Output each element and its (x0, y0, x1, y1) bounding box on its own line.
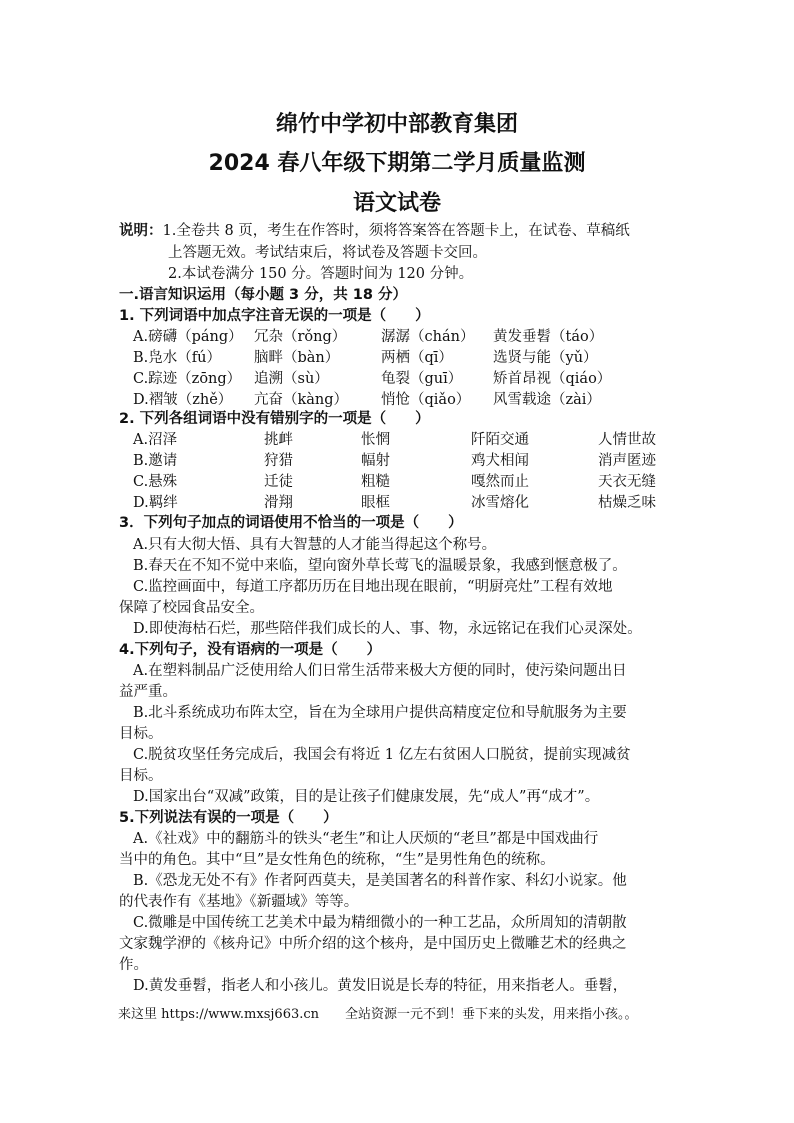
question-2-option-1-2: 挑衅 (264, 432, 293, 448)
instructions-line-2: 上答题无效。考试结束后，将试卷及答题卡交回。 (168, 245, 487, 261)
question-1-option-3-2: 追溯（sù） (254, 371, 329, 387)
question-5-stem: 5.下列说法有误的一项是（ ） (119, 810, 338, 826)
question-4-option-c: C.脱贫攻坚任务完成后，我国会有将近 1 亿左右贫困人口脱贫，提前实现减贫 (133, 747, 631, 763)
question-3-option-d: D.即使海枯石烂，那些陪伴我们成长的人、事、物，永远铭记在我们心灵深处。 (133, 621, 642, 637)
question-2-option-4-1: D.羁绊 (133, 495, 178, 511)
question-3-option-c: C.监控画面中，每道工序都历历在目地出现在眼前，“明厨亮灶”工程有效地 (133, 579, 613, 595)
subject-title: 语文试卷 (352, 191, 441, 216)
question-1-option-2-2: 脑畔（bàn） (254, 350, 340, 366)
question-1-option-4-4: 风雪载途（zài） (493, 392, 601, 408)
question-4-option-b-cont: 目标。 (119, 726, 163, 742)
page-footer: 来这里 https://www.mxsj663.cn 全站资源一元不到！垂下来的头发，用来指小孩。。 (118, 1007, 638, 1022)
question-1-option-4-1: D.褶皱（zhě） (133, 392, 233, 408)
question-2-option-1-4: 阡陌交通 (471, 432, 529, 448)
question-3-option-a: A.只有大彻大悟、具有大智慧的人才能当得起这个称号。 (133, 537, 497, 553)
section-heading: 一.语言知识运用（每小题 3 分，共 18 分） (119, 287, 407, 303)
question-2-option-3-2: 迁徒 (264, 474, 293, 490)
question-5-option-d: D.黄发垂髫，指老人和小孩儿。黄发旧说是长寿的特征，用来指老人。垂髫， (133, 978, 628, 994)
question-2-option-2-4: 鸡犬相闻 (471, 453, 529, 469)
question-2-option-2-3: 幅射 (361, 453, 390, 469)
question-2-stem: 2. 下列各组词语中没有错别字的一项是（ ） (119, 411, 430, 427)
question-1-option-4-3: 悄怆（qiǎo） (381, 392, 471, 408)
question-2-option-4-4: 冰雪熔化 (471, 495, 529, 511)
question-4-option-a: A.在塑料制品广泛使用给人们日常生活带来极大方便的同时，使污染问题出日 (133, 663, 627, 679)
question-3-stem: 3．下列句子加点的词语使用不恰当的一项是（ ） (119, 515, 463, 531)
question-1-option-2-4: 选贤与能（yǔ） (493, 350, 598, 366)
question-2-option-2-5: 消声匿迹 (598, 453, 656, 469)
question-1-option-3-3: 龟裂（guī） (381, 371, 463, 387)
question-1-option-3-1: C.踪迹（zōng） (133, 371, 242, 387)
question-3-option-c-cont: 保障了校园食品安全。 (119, 600, 264, 616)
question-3-option-b: B.春天在不知不觉中来临，望向窗外草长莺飞的温暖景象，我感到惬意极了。 (133, 558, 627, 574)
question-2-option-3-4: 嘎然而止 (471, 474, 529, 490)
question-1-option-1-2: 冗杂（rǒng） (254, 329, 347, 345)
question-1-stem: 1. 下列词语中加点字注音无误的一项是（ ） (119, 308, 430, 324)
question-5-option-a-cont: 当中的角色。其中“旦”是女性角色的统称，“生”是男性角色的统称。 (119, 852, 555, 868)
question-2-option-2-2: 狩猎 (264, 453, 293, 469)
question-2-option-3-3: 粗糙 (361, 474, 390, 490)
question-1-option-1-4: 黄发垂髫（táo） (493, 329, 604, 345)
question-2-option-3-5: 天衣无缝 (598, 474, 656, 490)
question-2-option-1-5: 人情世故 (598, 432, 656, 448)
question-4-option-b: B.北斗系统成功布阵太空，旨在为全球用户提供高精度定位和导航服务为主要 (133, 705, 627, 721)
question-2-option-1-1: A.沼泽 (133, 432, 178, 448)
question-4-option-c-cont: 目标。 (119, 768, 163, 784)
question-1-option-1-1: A.磅礴（páng） (133, 329, 243, 345)
question-2-option-4-5: 枯燥乏味 (598, 495, 656, 511)
question-1-option-2-3: 两栖（qī） (381, 350, 453, 366)
question-4-stem: 4.下列句子，没有语病的一项是（ ） (119, 642, 382, 658)
question-2-option-4-3: 眼框 (361, 495, 390, 511)
question-5-option-c-cont: 文家魏学洢的《核舟记》中所介绍的这个核舟，是中国历史上微雕艺术的经典之 (119, 936, 627, 952)
question-5-option-c-end: 作。 (119, 957, 148, 973)
question-2-option-2-1: B.邀请 (133, 453, 178, 469)
question-2-option-1-3: 怅惘 (361, 432, 390, 448)
instructions-line-3: 2.本试卷满分 150 分。答题时间为 120 分钟。 (168, 266, 474, 282)
question-4-option-a-cont: 益严重。 (119, 684, 177, 700)
question-5-option-a: A.《社戏》中的翻筋斗的铁头“老生”和让人厌烦的“老旦”都是中国戏曲行 (133, 831, 599, 847)
exam-title: 2024 春八年级下期第二学月质量监测 (208, 151, 586, 176)
school-name: 绵竹中学初中部教育集团 (275, 112, 518, 137)
question-1-option-2-1: B.凫水（fú） (133, 350, 221, 366)
question-5-option-b-cont: 的代表作有《基地》《新疆域》等等。 (119, 894, 359, 910)
question-1-option-3-4: 矫首昂视（qiáo） (493, 371, 612, 387)
question-1-option-4-2: 亢奋（kàng） (254, 392, 349, 408)
question-1-option-1-3: 潺潺（chán） (381, 329, 475, 345)
question-5-option-b: B.《恐龙无处不有》作者阿西莫夫，是美国著名的科普作家、科幻小说家。他 (133, 873, 627, 889)
instructions-label: 说明： (119, 223, 163, 239)
question-5-option-c: C.微雕是中国传统工艺美术中最为精细微小的一种工艺品，众所周知的清朝散 (133, 915, 627, 931)
question-4-option-d: D.国家出台“双减”政策，目的是让孩子们健康发展，先“成人”再“成才”。 (133, 789, 600, 805)
instructions-line-1: 说明：1.全卷共 8 页，考生在作答时，须将答案答在答题卡上，在试卷、草稿纸 (119, 223, 630, 239)
question-2-option-4-2: 滑翔 (264, 495, 293, 511)
question-2-option-3-1: C.悬殊 (133, 474, 178, 490)
